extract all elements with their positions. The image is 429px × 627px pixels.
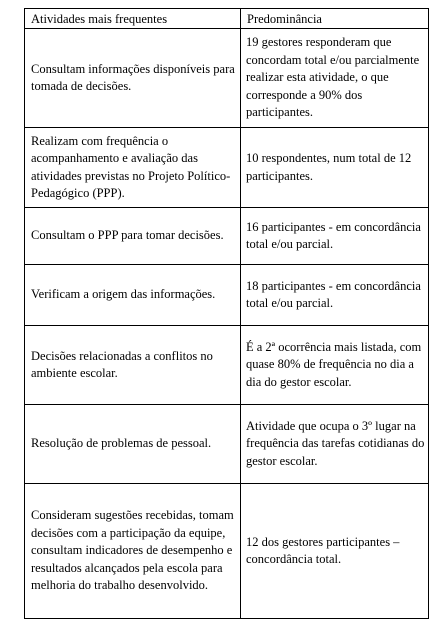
header-predominance: Predominância (241, 9, 429, 29)
predominance-cell: 18 participantes - em concordância total e/ou parcial. (241, 265, 429, 326)
header-row (25, 9, 429, 29)
activity-cell: Consultam o PPP para tomar decisões. (25, 208, 241, 265)
activity-cell: Realizam com frequência o acompanhamento e avaliação das atividades previstas no Projeto Político- Pedagógico (PPP). (25, 128, 241, 208)
table-row (25, 326, 429, 405)
table-header (25, 9, 429, 29)
activities-table (24, 8, 429, 619)
predominance-cell: 12 dos gestores participantes – concordância total. (241, 484, 429, 619)
activity-cell: Decisões relacionadas a conflitos no ambiente escolar. (25, 326, 241, 405)
activity-cell: Consideram sugestões recebidas, tomam decisões com a participação da equipe, consultam indicadores de desempenho e resultados alcançados pela escola para melhoria do trabalho desenvolvido. (25, 484, 241, 619)
table-row (25, 128, 429, 208)
predominance-cell: 16 participantes - em concordância total e/ou parcial. (241, 208, 429, 265)
activity-cell: Consultam informações disponíveis para tomada de decisões. (25, 29, 241, 128)
table-row (25, 405, 429, 484)
table-body (25, 29, 429, 619)
header-activities: Atividades mais frequentes (25, 9, 241, 29)
predominance-cell: 19 gestores responderam que concordam total e/ou parcialmente realizar esta atividade, o que corresponde a 90% dos participantes. (241, 29, 429, 128)
table-row (25, 29, 429, 128)
predominance-cell: É a 2ª ocorrência mais listada, com quase 80% de frequência no dia a dia do gestor escolar. (241, 326, 429, 405)
table-row (25, 265, 429, 326)
table-row (25, 484, 429, 619)
activity-cell: Resolução de problemas de pessoal. (25, 405, 241, 484)
predominance-cell: 10 respondentes, num total de 12 participantes. (241, 128, 429, 208)
table-row (25, 208, 429, 265)
activity-cell: Verificam a origem das informações. (25, 265, 241, 326)
predominance-cell: Atividade que ocupa o 3º lugar na frequência das tarefas cotidianas do gestor escolar. (241, 405, 429, 484)
